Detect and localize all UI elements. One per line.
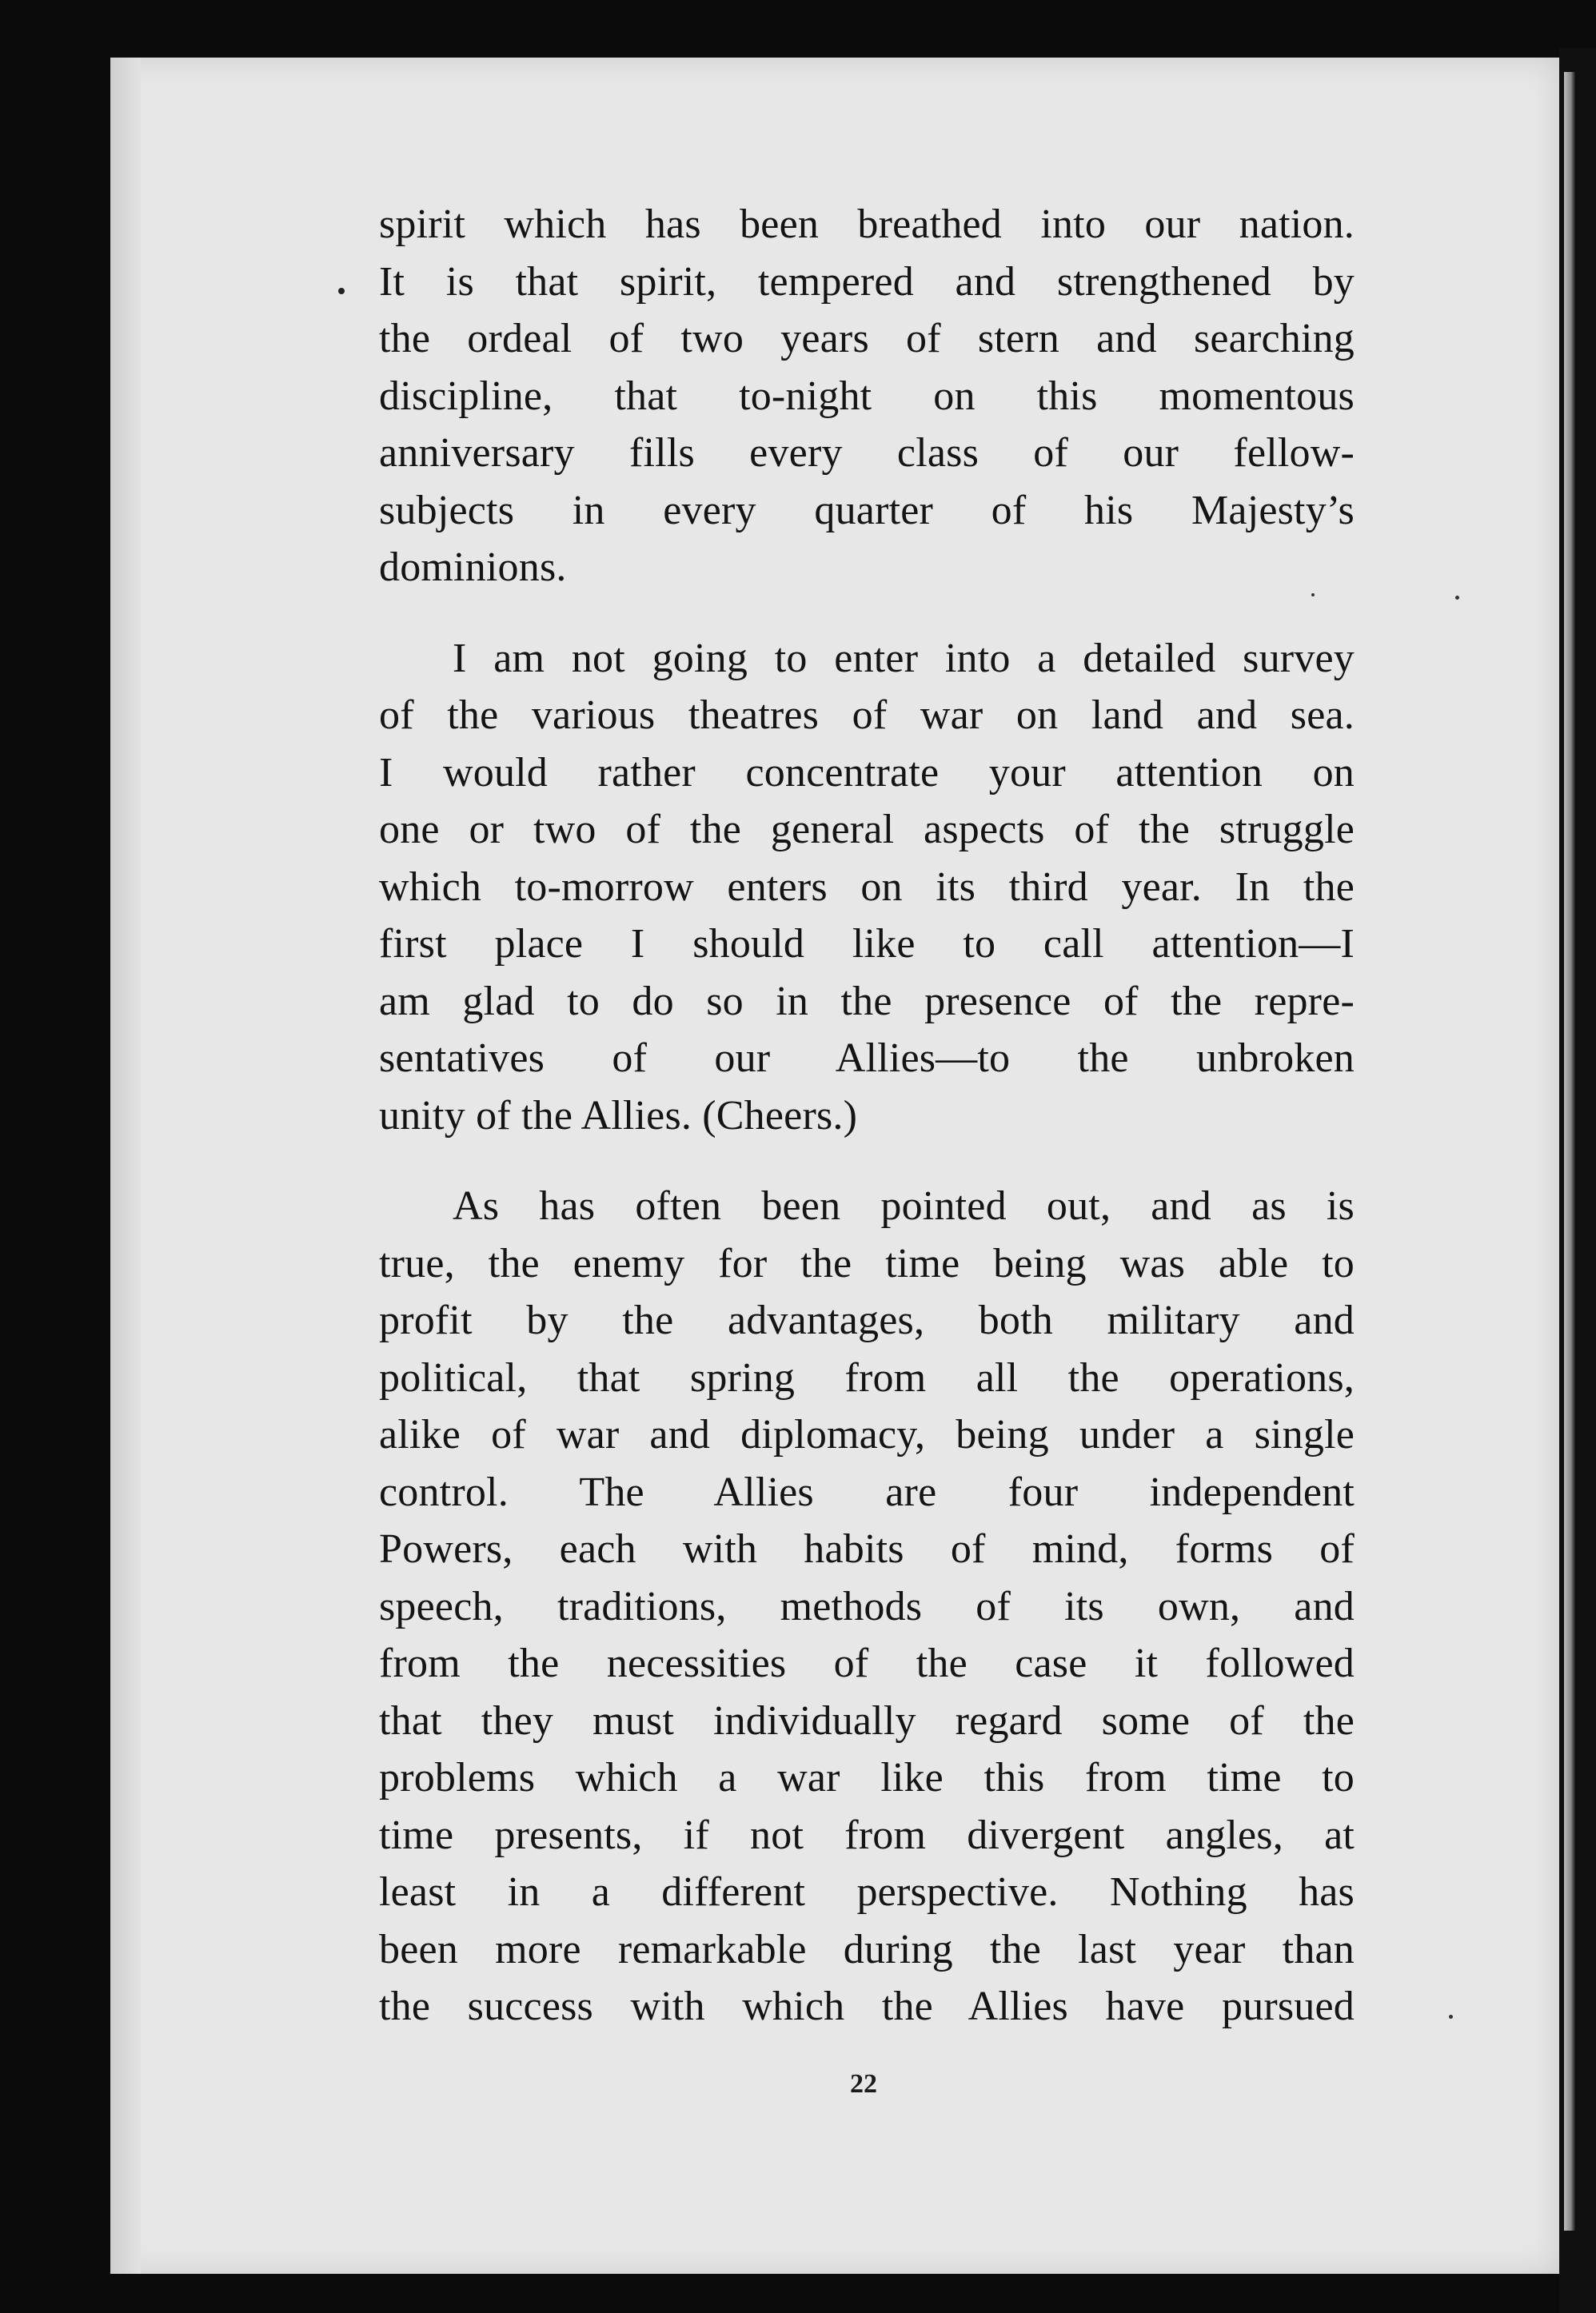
paragraph-2 [379, 630, 1355, 1145]
text-line: Powers, each with habits of mind, forms of [379, 1526, 1355, 1572]
text-line: alike of war and diplomacy, being under a single [379, 1412, 1355, 1458]
text-line: that they must individually regard some of the [379, 1697, 1355, 1744]
text-line: sentatives of our Allies—to the unbroken [379, 1035, 1355, 1081]
scan-speck [1449, 2015, 1453, 2019]
text-line: subjects in every quarter of his Majesty’s [379, 487, 1355, 533]
text-line: anniversary fills every class of our fellow- [379, 430, 1355, 476]
text-line: dominions. [379, 544, 567, 590]
text-line: am glad to do so in the presence of the repre- [379, 978, 1355, 1024]
text-line: problems which a war like this from time to [379, 1755, 1355, 1801]
scan-speck [1455, 596, 1459, 600]
text-line: true, the enemy for the time being was able to [379, 1240, 1355, 1286]
text-line: discipline, that to-night on this momentous [379, 373, 1355, 419]
page-number: 22 [850, 2069, 877, 2099]
text-line: I would rather concentrate your attention on [379, 749, 1355, 796]
margin-mark [338, 288, 345, 294]
text-line: time presents, if not from divergent angles, at [379, 1812, 1355, 1858]
page-gutter [110, 58, 141, 2274]
text-line: from the necessities of the case it followed [379, 1641, 1355, 1686]
text-line: political, that spring from all the operations, [379, 1354, 1355, 1401]
text-line: It is that spirit, tempered and strengthened by [379, 258, 1355, 305]
body-text [379, 196, 1355, 2036]
text-line: speech, traditions, methods of its own, and [379, 1583, 1355, 1629]
text-line: spirit which has been breathed into our nation. [379, 201, 1355, 247]
text-line: the ordeal of two years of stern and searching [379, 316, 1355, 361]
text-line: I am not going to enter into a detailed survey [453, 635, 1355, 681]
text-line: the success with which the Allies have pursued [379, 1984, 1355, 2029]
text-line: least in a different perspective. Nothing has [379, 1869, 1355, 1915]
text-line: control. The Allies are four independent [379, 1469, 1355, 1515]
text-line: of the various theatres of war on land and sea. [379, 692, 1355, 738]
text-line: unity of the Allies. (Cheers.) [379, 1092, 858, 1139]
text-line: first place I should like to call attention—I [379, 921, 1355, 967]
text-line: which to-morrow enters on its third year. In the [379, 863, 1355, 910]
text-line: As has often been pointed out, and as is [453, 1183, 1355, 1229]
facing-page-edge [1564, 72, 1575, 2231]
paragraph-1 [379, 196, 1355, 596]
text-line: profit by the advantages, both military and [379, 1298, 1355, 1343]
text-line: been more remarkable during the last year than [379, 1926, 1355, 1972]
text-line: one or two of the general aspects of the struggle [379, 807, 1355, 852]
paragraph-3 [379, 1178, 1355, 2036]
